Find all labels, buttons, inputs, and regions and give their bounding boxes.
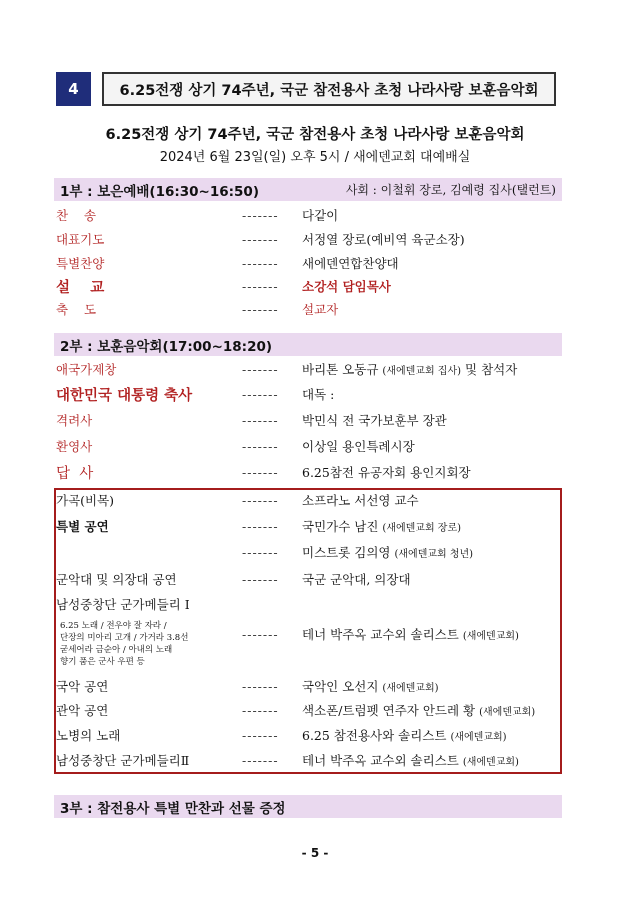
part1-host: 사회 : 이철휘 장로, 김예령 집사(탤런트): [345, 183, 556, 197]
medley-song: 6.25 노래 / 전우야 잘 자라 /: [60, 621, 167, 631]
list-item: [56, 229, 562, 249]
list-item: [56, 205, 562, 225]
list-item: [56, 676, 562, 696]
item-label: 애국가제창: [56, 362, 117, 377]
medley-song: 향기 품은 군사 우편 등: [60, 657, 145, 667]
part2-title: 2부 : 보훈음악회(17:00~18:20): [60, 338, 273, 355]
item-label: 군악대 및 의장대 공연: [56, 572, 177, 587]
list-item: [56, 569, 562, 589]
part3-title: 3부 : 참전용사 특별 만찬과 선물 증정: [60, 800, 286, 817]
dash-separator: -------: [242, 571, 279, 587]
list-item: [56, 700, 562, 720]
list-item: [56, 542, 562, 562]
performer: 국악인 오선지: [302, 679, 379, 694]
item-label: 환영사: [56, 439, 93, 454]
item-value: [302, 517, 562, 535]
item-label: 축 도: [56, 302, 97, 317]
list-item: [56, 299, 562, 319]
item-label: 남성중창단 군가메들리 Ⅰ: [56, 597, 190, 612]
dash-separator: -------: [242, 255, 279, 271]
item-value: [302, 701, 562, 719]
list-item: [56, 253, 562, 273]
dash-separator: -------: [242, 361, 279, 377]
item-label: 특별 공연: [56, 519, 109, 534]
item-value: [302, 677, 562, 695]
dash-separator: -------: [242, 207, 279, 223]
item-label: 설 교: [56, 278, 105, 296]
performer: 국민가수 남진: [302, 519, 379, 534]
affiliation: (새에덴교회 청년): [394, 549, 474, 560]
dash-separator: -------: [242, 492, 279, 508]
list-item: [56, 624, 562, 644]
performer: 바리톤 오동규: [302, 362, 379, 377]
affiliation: (새에덴교회): [382, 683, 439, 694]
affiliation: (새에덴교회): [462, 631, 519, 642]
dash-separator: -------: [242, 678, 279, 694]
performer: 6.25 참전용사와 솔리스트: [302, 728, 447, 743]
item-label: 대한민국 대통령 축사: [56, 386, 193, 404]
item-label: 답 사: [56, 465, 94, 482]
dash-separator: -------: [242, 412, 279, 428]
list-item: [56, 359, 562, 379]
event-title: 6.25전쟁 상기 74주년, 국군 참전용사 초청 나라사랑 보훈음악회: [105, 127, 525, 143]
part3-header: [54, 795, 562, 818]
performer: 색소폰/트럼펫 연주자 안드레 황: [302, 703, 476, 718]
item-label: 노병의 노래: [56, 728, 121, 743]
dash-separator: -------: [242, 438, 279, 454]
event-info: 2024년 6월 23일(일) 오후 5시 / 새에덴교회 대예배실: [159, 150, 471, 165]
page-number: - 5 -: [301, 846, 329, 860]
list-item: [56, 490, 562, 510]
item-value: 서정열 장로(예비역 육군소장): [302, 232, 465, 247]
affiliation: (새에덴교회): [450, 732, 507, 743]
participants: 및 참석자: [465, 362, 518, 377]
dash-separator: -------: [242, 544, 279, 560]
item-label: 특별찬양: [56, 256, 105, 271]
item-label: 대표기도: [56, 232, 105, 247]
list-item: [56, 436, 562, 456]
section-title-box: 6.25전쟁 상기 74주년, 국군 참전용사 초청 나라사랑 보훈음악회: [102, 72, 556, 106]
item-label: 찬 송: [56, 208, 97, 223]
list-item: [56, 384, 562, 404]
item-value: 대독 :: [302, 387, 335, 402]
item-value: 이상일 용인특례시장: [302, 439, 415, 454]
item-value: 새에덴연합찬양대: [302, 256, 399, 271]
item-value: [302, 360, 562, 378]
item-label: 국악 공연: [56, 679, 109, 694]
item-value: 6.25참전 유공자회 용인지회장: [302, 465, 471, 480]
item-value: 국군 군악대, 의장대: [302, 572, 411, 587]
item-label: 가곡(비목): [56, 493, 115, 508]
affiliation: (새에덴교회): [462, 757, 519, 768]
dash-separator: -------: [242, 752, 279, 768]
section-number-badge: 4: [56, 72, 91, 106]
list-item: [56, 594, 562, 614]
medley-song: 단장의 미아리 고개 / 가거라 3.8선: [60, 633, 189, 643]
item-label: 남성중창단 군가메들리Ⅱ: [56, 753, 190, 768]
performer: 테너 박주옥 교수외 솔리스트: [302, 627, 459, 642]
dash-separator: -------: [242, 278, 279, 294]
dash-separator: -------: [242, 386, 279, 402]
part2-header: [54, 333, 562, 356]
list-item: [56, 410, 562, 430]
medley-song: 굳세어라 금순아 / 아내의 노래: [60, 645, 173, 655]
item-value: 다같이: [302, 208, 339, 223]
dash-separator: -------: [242, 518, 279, 534]
item-value: 설교자: [302, 302, 339, 317]
list-item: [56, 516, 562, 536]
part1-title: 1부 : 보은예배(16:30~16:50): [60, 183, 259, 200]
performer: 테너 박주옥 교수외 솔리스트: [302, 753, 459, 768]
item-value: [302, 543, 562, 561]
dash-separator: -------: [242, 626, 279, 642]
affiliation: (새에덴교회 장로): [382, 523, 462, 534]
affiliation: (새에덴교회 집사): [382, 366, 462, 377]
list-item: [56, 276, 562, 296]
performer: 미스트롯 김의영: [302, 545, 391, 560]
dash-separator: -------: [242, 301, 279, 317]
affiliation: (새에덴교회): [479, 707, 536, 718]
list-item: [56, 750, 562, 770]
item-label: 관악 공연: [56, 703, 109, 718]
dash-separator: -------: [242, 727, 279, 743]
item-value: 박민식 전 국가보훈부 장관: [302, 413, 447, 428]
dash-separator: -------: [242, 231, 279, 247]
item-value: [302, 726, 562, 744]
list-item: [56, 462, 562, 482]
item-value: [302, 751, 562, 769]
part1-header: [54, 178, 562, 201]
item-value: 소프라노 서선영 교수: [302, 493, 419, 508]
dash-separator: -------: [242, 702, 279, 718]
dash-separator: -------: [242, 464, 279, 480]
list-item: [56, 725, 562, 745]
item-label: 격려사: [56, 413, 93, 428]
item-value: [302, 625, 562, 643]
item-value: 소강석 담임목사: [302, 279, 391, 294]
